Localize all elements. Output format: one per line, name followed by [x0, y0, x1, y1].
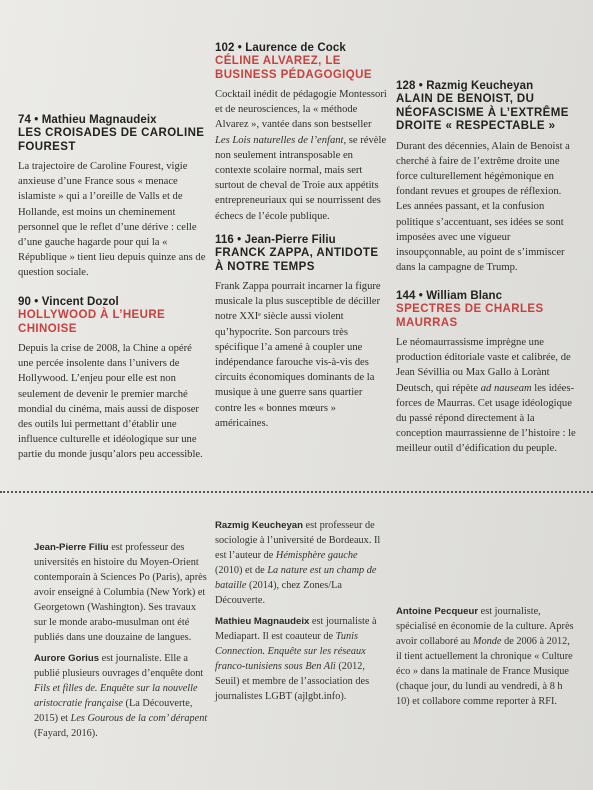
entry-header: 90 • Vincent Dozol: [18, 296, 119, 308]
entry-text: Durant des décennies, Alain de Benoist a cherché à faire de l’extrême droite une force culturellement hégémonique en fondant revues et groupes de réflexion. Les années passant, et la confusion politique s’accentuant, ses idées se sont imposées avec une vigueur insoupçonnable, au point de s’immiscer dans la campagne de Trump.: [396, 140, 570, 274]
bio-pecqueur: Antoine Pecqueur est journaliste, spécialisé en économie de la culture. Après avoir collaboré au Monde de 2006 à 2012, il tient actuellement la chronique « Culture éco » dans la matinale de France Musique (chaque jour, du lundi au vendredi, à 8 h 10) et collabore comme reporter à RFI.: [396, 606, 574, 707]
entry-header: 128 • Razmig Keucheyan: [396, 80, 534, 92]
bio-name: Aurore Gorius: [34, 653, 100, 664]
bio-filiu: Jean-Pierre Filiu est professeur des universités en histoire du Moyen-Orient contemporain à Sciences Po (Paris), après avoir enseigné à Columbia (New York) et Georgetown (Washington). Ses travaux sur le monde arabo-musulman ont été publiés dans une douzaine de langues.: [34, 542, 207, 643]
entry-title: ALAIN DE BENOIST, DU NÉOFASCISME À L’EXTRÊME DROITE « RESPECTABLE »: [396, 93, 569, 132]
bio-name: Razmig Keucheyan: [215, 520, 303, 531]
bio-name: Jean-Pierre Filiu: [34, 542, 109, 553]
entry-header: 144 • William Blanc: [396, 290, 503, 302]
entry-title: FRANCK ZAPPA, ANTIDOTE À NOTRE TEMPS: [215, 247, 379, 273]
dotted-divider: [0, 491, 593, 493]
entry-title: LES CROISADES DE CAROLINE FOUREST: [18, 127, 205, 153]
entry-alvarez: [215, 42, 387, 224]
entry-text: Depuis la crise de 2008, la Chine a opéré une percée insolente dans l’univers de Hollywood. L’enjeu pour elle est non seulement de devenir le premier marché mondial du cinéma, mais aussi de disposer des outils lui permettant d’établir une influence culturelle et idéologique sur une partie du monde jusqu’alors peu accessible.: [18, 343, 203, 461]
bio-column-2: [215, 518, 385, 710]
bio-keucheyan: Razmig Keucheyan est professeur de sociologie à l’université de Bordeaux. Il est l’auteur de Hémisphère gauche (2010) et de La nature est un champ de bataille (2014), chez Zones/La Découverte.: [215, 520, 381, 606]
entry-text: Le néomaurrassisme imprègne une production éditoriale vaste et calibrée, de Jean Sévillia ou Max Gallo à Lorànt Deutsch, qui répète ad nauseam les idées-forces de Maurras. Cet usage idéologique du passé répond directement à la conception maurrassienne de l’histoire : le meilleur outil d’édification du peuple.: [396, 337, 576, 455]
bio-column-3: [396, 604, 576, 715]
entry-header: 102 • Laurence de Cock: [215, 42, 346, 54]
entry-title: SPECTRES DE CHARLES MAURRAS: [396, 303, 544, 329]
entry-fourest: [18, 114, 206, 281]
bio-magnaudeix: Mathieu Magnaudeix est journaliste à Mediapart. Il est coauteur de Tunis Connection. Enquête sur les réseaux franco-tunisiens sous Ben Ali (2012, Seuil) et membre de l’association des journalistes LGBT (ajlgbt.info).: [215, 616, 377, 702]
entry-hollywood: [18, 296, 208, 463]
entry-text: Cocktail inédit de pédagogie Montessori et de neurosciences, la « méthode Alvarez », vantée dans son bestseller Les Lois naturelles de l’enfant, se révèle non seulement intransposable en contexte scolaire normal, mais sert surtout de cheval de Troie aux appétits entrepreneuriaux qui se nourrissent des échecs de l’école publique.: [215, 89, 387, 222]
bio-name: Antoine Pecqueur: [396, 606, 479, 617]
entry-benoist: [396, 80, 576, 275]
entry-maurras: [396, 290, 576, 457]
entry-text: La trajectoire de Caroline Fourest, vigie anxieuse d’une France sous « menace islamiste » qui a l’oreille de Valls et de Hollande, est moins un cheminement personnel que le reflet d’une dérive : celle d’une gauche hagarde pour qui la « République » tient lieu depuis quinze ans de question sociale.: [18, 161, 206, 279]
bio-gorius: Aurore Gorius est journaliste. Elle a publié plusieurs ouvrages d’enquête dont Fils et filles de. Enquête sur la nouvelle aristocratie française (La Découverte, 2015) et Les Gourous de la com’ dérapent (Fayard, 2016).: [34, 653, 208, 739]
entry-header: 74 • Mathieu Magnaudeix: [18, 114, 157, 126]
entry-zappa: [215, 234, 387, 431]
entry-title: CÉLINE ALVAREZ, LE BUSINESS PÉDAGOGIQUE: [215, 55, 372, 81]
bio-name: Mathieu Magnaudeix: [215, 616, 310, 627]
entry-title: HOLLYWOOD À L’HEURE CHINOISE: [18, 309, 166, 335]
bio-column-1: [34, 540, 210, 747]
entry-header: 116 • Jean-Pierre Filiu: [215, 234, 336, 246]
entry-text: Frank Zappa pourrait incarner la figure musicale la plus susceptible de déciller notre XXIᵉ siècle aussi violent qu’hypocrite. Son parcours très spécifique l’a amené à coupler une indépendance farouche vis-à-vis des circuits économiques dominants de la musique à une guerre sans quartier contre les « bonnes mœurs » américaines.: [215, 281, 381, 429]
